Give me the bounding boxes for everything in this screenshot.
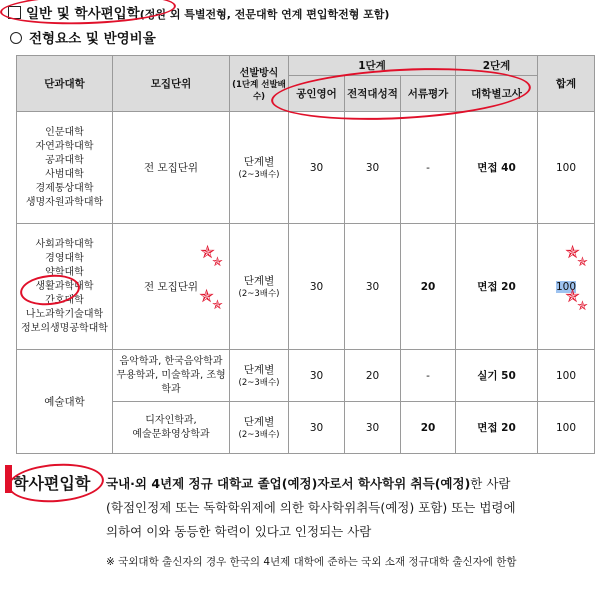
college-name-highlighted: 간호대학 [45, 294, 84, 306]
college-name: 생활과학대학 [35, 280, 94, 292]
english-cell: 30 [289, 402, 345, 454]
section-title: 전형요소 및 반영비율 [29, 31, 156, 47]
exam-cell: 면접 20 [456, 224, 538, 350]
red-bar-icon [5, 465, 12, 493]
red-star-doodle-icon: ✯ [565, 286, 581, 307]
college-name: 사범대학 [45, 168, 84, 180]
unit-line: 무용학과, 미술학과, 조형학과 [116, 369, 226, 395]
red-star-doodle-icon: ✯ [577, 255, 588, 270]
method-label: 단계별 [243, 156, 275, 168]
red-star-doodle-icon: ✯ [199, 286, 215, 307]
header-stage2: 2단계 [456, 56, 538, 76]
college-name: 약학대학 [45, 266, 84, 278]
method-sub: (2~3배수) [238, 289, 280, 299]
selection-criteria-table [16, 55, 595, 454]
document-cell: 20 [401, 224, 456, 350]
text-selection[interactable]: 100 [555, 280, 577, 293]
heading-title: 일반 및 학사편입학 [26, 6, 140, 22]
red-star-doodle-icon: ✯ [212, 255, 223, 270]
unit-cell [113, 350, 230, 402]
method-cell [230, 112, 289, 224]
header-grade: 전적대성적 [345, 76, 401, 112]
red-star-doodle-icon: ✯ [200, 242, 216, 263]
header-document: 서류평가 [401, 76, 456, 112]
header-method-sub: (1단계 선발배수) [232, 80, 286, 102]
eligibility-description [106, 472, 594, 544]
header-stage1: 1단계 [289, 56, 456, 76]
exam-cell: 면접 40 [456, 112, 538, 224]
unit-cell: 전 모집단위 [113, 224, 230, 350]
red-star-doodle-icon: ✯ [577, 299, 588, 314]
college-cell: 예술대학 [17, 350, 113, 454]
header-method-label: 선발방식 [239, 68, 279, 79]
bachelor-transfer-label: 학사편입학 [13, 474, 91, 493]
unit-line: 음악학과, 한국음악학과 [119, 355, 223, 367]
college-name: 경영대학 [45, 252, 84, 264]
college-name: 사회과학대학 [35, 238, 94, 250]
table-row [17, 112, 595, 224]
grade-cell: 20 [345, 350, 401, 402]
college-name: 공과대학 [45, 154, 84, 166]
foreign-university-note: ※ 국외대학 출신자의 경우 한국의 4년제 대학에 준하는 국외 소재 정규대학 출신자에 한함 [106, 556, 517, 568]
header-total: 합계 [538, 56, 595, 112]
header-exam: 대학별고사 [456, 76, 538, 112]
bachelor-transfer-tag [13, 471, 90, 494]
method-sub: (2~3배수) [238, 378, 280, 388]
checkbox-icon [8, 6, 21, 19]
page-heading [8, 2, 389, 22]
header-college: 단과대학 [17, 56, 113, 112]
unit-cell [113, 402, 230, 454]
eligibility-line2: (학점인정제 또는 독학학위제에 의한 학사학위취득(예정) 포함) 또는 법령에 [106, 500, 516, 515]
method-cell [230, 350, 289, 402]
header-english: 공인영어 [289, 76, 345, 112]
english-cell: 30 [289, 350, 345, 402]
college-name: 인문대학 [45, 126, 84, 138]
grade-cell: 30 [345, 224, 401, 350]
red-star-doodle-icon: ✯ [212, 298, 223, 313]
exam-cell: 실기 50 [456, 350, 538, 402]
total-cell: 100 [538, 112, 595, 224]
college-name: 자연과학대학 [35, 140, 94, 152]
college-list [17, 224, 113, 350]
heading-subtitle: (정원 외 특별전형, 전문대학 연계 편입학전형 포함) [139, 8, 390, 21]
method-sub: (2~3배수) [238, 170, 280, 180]
grade-cell: 30 [345, 112, 401, 224]
method-label: 단계별 [243, 416, 275, 428]
method-label: 단계별 [243, 364, 275, 376]
circle-bullet-icon [10, 32, 22, 44]
eligibility-rest: 한 사람 [470, 476, 511, 491]
total-cell: 100 [538, 402, 595, 454]
exam-cell: 면접 20 [456, 402, 538, 454]
red-star-doodle-icon: ✯ [565, 242, 581, 263]
eligibility-line3: 의하여 이와 동등한 학력이 있다고 인정되는 사람 [106, 524, 372, 539]
college-name: 정보의생명공학대학 [21, 322, 108, 334]
eligibility-main: 국내·외 4년제 정규 대학교 졸업(예정)자로서 학사학위 취득(예정) [106, 476, 471, 491]
document-cell: - [401, 112, 456, 224]
table-row [17, 224, 595, 350]
method-cell [230, 402, 289, 454]
total-cell: 100 [538, 350, 595, 402]
total-cell [538, 224, 595, 350]
english-cell: 30 [289, 112, 345, 224]
header-unit: 모집단위 [113, 56, 230, 112]
header-method [230, 56, 289, 112]
document-cell: - [401, 350, 456, 402]
document-cell: 20 [401, 402, 456, 454]
section-heading [10, 27, 156, 47]
english-cell: 30 [289, 224, 345, 350]
college-name: 생명자원과학대학 [25, 196, 104, 208]
unit-line: 예술문화영상학과 [132, 428, 210, 440]
table-row [17, 350, 595, 402]
method-sub: (2~3배수) [238, 430, 280, 440]
method-label: 단계별 [243, 275, 275, 287]
college-list [17, 112, 113, 224]
method-cell [230, 224, 289, 350]
grade-cell: 30 [345, 402, 401, 454]
unit-line: 디자인학과, [145, 414, 197, 426]
college-name: 경제통상대학 [35, 182, 94, 194]
unit-cell: 전 모집단위 [113, 112, 230, 224]
college-name: 나노과학기술대학 [25, 308, 104, 320]
